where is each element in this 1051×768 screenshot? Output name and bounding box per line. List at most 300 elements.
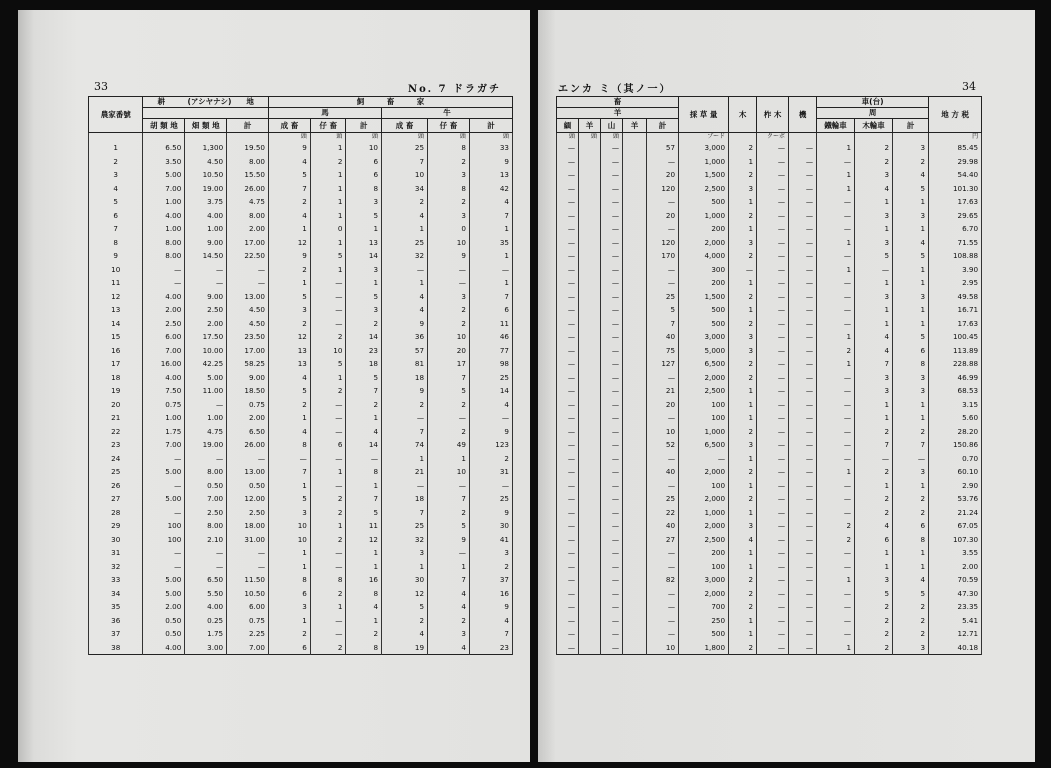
table-cell xyxy=(579,303,601,317)
table-cell: 17.50 xyxy=(185,330,227,344)
table-cell: — xyxy=(789,519,817,533)
col-header: 木 xyxy=(729,97,757,133)
table-cell: 2 xyxy=(310,641,346,655)
table-cell: — xyxy=(310,425,346,439)
table-cell: 49 xyxy=(428,438,470,452)
table-cell: 2 xyxy=(855,600,893,614)
table-row xyxy=(89,155,513,169)
table-cell: — xyxy=(757,209,789,223)
table-cell: — xyxy=(789,357,817,371)
table-cell: — xyxy=(601,546,623,560)
table-cell: — xyxy=(757,236,789,250)
table-cell: — xyxy=(557,614,579,628)
table-cell: 2,000 xyxy=(679,371,729,385)
table-cell: — xyxy=(817,587,855,601)
table-cell: 4.00 xyxy=(143,371,185,385)
table-cell: 5.00 xyxy=(185,371,227,385)
table-cell: 33 xyxy=(469,141,512,155)
table-cell: — xyxy=(647,587,679,601)
table-cell: — xyxy=(817,600,855,614)
table-cell: — xyxy=(601,357,623,371)
table-cell xyxy=(579,141,601,155)
table-cell: 1 xyxy=(310,209,346,223)
table-cell: 9.00 xyxy=(185,236,227,250)
table-cell: — xyxy=(601,236,623,250)
table-cell: 1 xyxy=(893,560,929,574)
col-header: 緬 xyxy=(557,119,579,133)
col-header: 計 xyxy=(346,119,382,133)
household-number: 29 xyxy=(89,519,143,533)
table-cell: 1 xyxy=(729,411,757,425)
table-cell: — xyxy=(310,303,346,317)
table-cell: — xyxy=(185,398,227,412)
table-cell: 5 xyxy=(855,249,893,263)
table-cell: — xyxy=(789,384,817,398)
table-cell: — xyxy=(789,222,817,236)
table-row xyxy=(557,573,982,587)
tax-cell: 3.90 xyxy=(929,263,982,277)
col-household-no: 農家番號 xyxy=(89,97,143,133)
table-cell: 4 xyxy=(346,425,382,439)
table-cell: — xyxy=(789,344,817,358)
table-cell: 10.00 xyxy=(185,344,227,358)
table-cell: — xyxy=(757,546,789,560)
table-cell: 14 xyxy=(469,384,512,398)
table-row xyxy=(557,290,982,304)
table-cell: — xyxy=(557,168,579,182)
table-row xyxy=(557,600,982,614)
unit-cell xyxy=(789,133,817,142)
table-cell: — xyxy=(310,560,346,574)
table-cell: — xyxy=(647,195,679,209)
table-cell: 7 xyxy=(893,438,929,452)
table-cell: 4 xyxy=(855,182,893,196)
table-cell: 8.00 xyxy=(185,519,227,533)
col-header: 仔 畜 xyxy=(428,119,470,133)
table-cell: 2 xyxy=(729,465,757,479)
table-cell: 1 xyxy=(310,168,346,182)
table-cell: — xyxy=(757,560,789,574)
table-cell: — xyxy=(757,384,789,398)
table-cell: 0.75 xyxy=(227,398,269,412)
table-cell: — xyxy=(601,168,623,182)
table-cell: 21 xyxy=(647,384,679,398)
table-cell: 7 xyxy=(855,438,893,452)
table-cell: 1 xyxy=(855,546,893,560)
table-cell: 1 xyxy=(855,195,893,209)
table-cell: 2 xyxy=(428,155,470,169)
table-row xyxy=(557,479,982,493)
tax-cell: 108.88 xyxy=(929,249,982,263)
table-cell: 1 xyxy=(729,276,757,290)
table-cell: — xyxy=(647,546,679,560)
table-cell: — xyxy=(789,411,817,425)
table-cell: — xyxy=(557,155,579,169)
table-cell: 17 xyxy=(428,357,470,371)
table-cell: — xyxy=(817,384,855,398)
table-cell xyxy=(623,317,647,331)
table-cell: 1 xyxy=(269,614,311,628)
table-cell: 1 xyxy=(893,303,929,317)
table-cell: 2.00 xyxy=(227,411,269,425)
table-cell xyxy=(623,614,647,628)
table-cell: 25 xyxy=(469,492,512,506)
table-cell: — xyxy=(382,479,428,493)
table-cell: 500 xyxy=(679,303,729,317)
table-cell: 1 xyxy=(310,195,346,209)
table-cell: 19.50 xyxy=(227,141,269,155)
table-cell: — xyxy=(346,452,382,466)
table-cell: 4 xyxy=(855,519,893,533)
tax-cell: 3.15 xyxy=(929,398,982,412)
table-cell: 3 xyxy=(346,195,382,209)
table-cell xyxy=(579,452,601,466)
table-cell: 3 xyxy=(855,573,893,587)
household-number: 23 xyxy=(89,438,143,452)
table-cell: — xyxy=(757,438,789,452)
table-cell: 8.00 xyxy=(185,465,227,479)
table-cell: 3 xyxy=(855,209,893,223)
table-cell: — xyxy=(647,452,679,466)
table-row xyxy=(89,209,513,223)
table-cell: 8 xyxy=(428,141,470,155)
table-cell: 1 xyxy=(893,479,929,493)
table-cell xyxy=(579,627,601,641)
table-cell: — xyxy=(143,560,185,574)
table-cell: 3 xyxy=(855,371,893,385)
table-cell: — xyxy=(789,600,817,614)
table-cell: — xyxy=(601,141,623,155)
table-cell: 9 xyxy=(469,506,512,520)
table-row xyxy=(89,519,513,533)
table-cell xyxy=(623,465,647,479)
table-cell: 1 xyxy=(893,411,929,425)
table-cell: 6 xyxy=(310,438,346,452)
table-row xyxy=(557,627,982,641)
table-cell: — xyxy=(647,411,679,425)
table-cell: 3 xyxy=(893,371,929,385)
household-number: 37 xyxy=(89,627,143,641)
table-cell: — xyxy=(310,290,346,304)
table-cell: 57 xyxy=(647,141,679,155)
unit-cell xyxy=(143,133,185,142)
table-cell: — xyxy=(757,465,789,479)
table-body-right xyxy=(557,133,982,655)
household-number: 3 xyxy=(89,168,143,182)
table-cell xyxy=(623,438,647,452)
table-cell: 1 xyxy=(310,236,346,250)
table-cell: 1 xyxy=(428,452,470,466)
table-cell: — xyxy=(601,209,623,223)
table-cell: — xyxy=(757,303,789,317)
table-cell: — xyxy=(601,506,623,520)
table-cell: 3.75 xyxy=(185,195,227,209)
table-cell: 2 xyxy=(893,155,929,169)
table-cell: — xyxy=(557,371,579,385)
household-number: 22 xyxy=(89,425,143,439)
household-number: 15 xyxy=(89,330,143,344)
table-cell: — xyxy=(817,492,855,506)
table-cell: 1 xyxy=(310,182,346,196)
table-cell: — xyxy=(601,479,623,493)
table-cell: 6 xyxy=(346,168,382,182)
table-cell: 2 xyxy=(855,155,893,169)
table-cell: — xyxy=(601,627,623,641)
table-cell: 1 xyxy=(469,276,512,290)
table-cell xyxy=(579,249,601,263)
table-cell: 2 xyxy=(729,317,757,331)
table-cell xyxy=(579,384,601,398)
table-row xyxy=(89,533,513,547)
table-row xyxy=(89,182,513,196)
table-cell: 1.00 xyxy=(143,411,185,425)
table-cell: 4 xyxy=(269,425,311,439)
table-cell: 7 xyxy=(382,155,428,169)
table-cell: — xyxy=(601,519,623,533)
left-page xyxy=(18,10,530,762)
unit-cell xyxy=(893,133,929,142)
table-cell: — xyxy=(143,452,185,466)
table-cell: 4 xyxy=(269,155,311,169)
table-cell: — xyxy=(557,425,579,439)
table-cell: 1 xyxy=(310,141,346,155)
table-cell: 1.00 xyxy=(185,411,227,425)
table-cell: 2 xyxy=(855,141,893,155)
table-cell: 0 xyxy=(428,222,470,236)
table-cell: 14 xyxy=(346,330,382,344)
household-number: 14 xyxy=(89,317,143,331)
table-cell: 20 xyxy=(647,209,679,223)
table-row xyxy=(557,303,982,317)
table-row xyxy=(557,182,982,196)
table-row xyxy=(89,290,513,304)
table-cell: — xyxy=(557,627,579,641)
table-cell: 9 xyxy=(382,317,428,331)
table-cell: — xyxy=(557,141,579,155)
table-cell xyxy=(579,506,601,520)
table-cell: 2 xyxy=(855,492,893,506)
table-cell: 20 xyxy=(647,398,679,412)
table-cell: 1 xyxy=(855,222,893,236)
table-cell: 1 xyxy=(269,222,311,236)
table-cell: 1 xyxy=(428,560,470,574)
unit-cell: 頭 xyxy=(382,133,428,142)
table-cell: 32 xyxy=(382,533,428,547)
table-row xyxy=(89,236,513,250)
table-cell: 500 xyxy=(679,317,729,331)
table-cell: — xyxy=(185,452,227,466)
table-cell: — xyxy=(647,371,679,385)
table-cell: 2,500 xyxy=(679,182,729,196)
table-cell: 13 xyxy=(269,357,311,371)
table-cell: — xyxy=(757,587,789,601)
tax-cell: 60.10 xyxy=(929,465,982,479)
table-cell: — xyxy=(757,519,789,533)
table-cell: 7 xyxy=(382,425,428,439)
table-cell: — xyxy=(557,573,579,587)
table-cell: — xyxy=(557,209,579,223)
table-cell: 7 xyxy=(382,506,428,520)
table-cell: 1 xyxy=(893,263,929,277)
table-cell: — xyxy=(557,290,579,304)
table-cell: 2 xyxy=(855,506,893,520)
table-cell: — xyxy=(817,479,855,493)
table-cell: 22.50 xyxy=(227,249,269,263)
table-cell: — xyxy=(817,438,855,452)
table-cell: 6 xyxy=(469,303,512,317)
table-cell: 40 xyxy=(647,330,679,344)
tax-cell: 28.20 xyxy=(929,425,982,439)
table-cell: — xyxy=(679,452,729,466)
table-row xyxy=(89,627,513,641)
table-cell: — xyxy=(789,168,817,182)
table-cell: 3 xyxy=(893,465,929,479)
table-cell: — xyxy=(557,600,579,614)
table-cell: — xyxy=(557,398,579,412)
table-cell: 7 xyxy=(855,357,893,371)
table-cell xyxy=(579,465,601,479)
table-cell: 5 xyxy=(855,587,893,601)
table-cell xyxy=(623,303,647,317)
table-cell: 200 xyxy=(679,546,729,560)
table-cell: 2 xyxy=(428,195,470,209)
table-cell: 10 xyxy=(428,330,470,344)
table-cell xyxy=(623,195,647,209)
table-cell: 6 xyxy=(346,155,382,169)
table-cell: — xyxy=(469,263,512,277)
table-cell: — xyxy=(557,438,579,452)
table-row xyxy=(89,195,513,209)
table-cell: — xyxy=(601,533,623,547)
table-cell: 120 xyxy=(647,182,679,196)
table-cell: 500 xyxy=(679,627,729,641)
col-header: 採 草 量 xyxy=(679,97,729,133)
table-cell: 4 xyxy=(382,303,428,317)
table-cell: — xyxy=(310,317,346,331)
table-cell: — xyxy=(601,438,623,452)
tax-cell: 101.30 xyxy=(929,182,982,196)
table-cell: 11.00 xyxy=(185,384,227,398)
table-cell: 2 xyxy=(729,249,757,263)
page-title-left: No. 7 ドラガチ xyxy=(408,84,502,95)
table-cell: — xyxy=(789,560,817,574)
table-cell: 6.50 xyxy=(185,573,227,587)
table-cell: 11 xyxy=(469,317,512,331)
table-cell: 25 xyxy=(647,290,679,304)
table-cell: 4.50 xyxy=(227,303,269,317)
table-cell: 2 xyxy=(428,506,470,520)
table-cell: 7 xyxy=(469,209,512,223)
table-cell: 5.00 xyxy=(143,492,185,506)
table-cell: — xyxy=(789,546,817,560)
table-cell: — xyxy=(557,519,579,533)
table-cell: — xyxy=(557,546,579,560)
table-cell: — xyxy=(789,492,817,506)
table-cell: 2.50 xyxy=(143,317,185,331)
table-row xyxy=(89,479,513,493)
table-cell: — xyxy=(757,155,789,169)
table-cell: — xyxy=(789,533,817,547)
table-cell: — xyxy=(789,465,817,479)
table-cell: 100 xyxy=(679,560,729,574)
table-row xyxy=(89,600,513,614)
table-cell: 75 xyxy=(647,344,679,358)
table-cell: 5 xyxy=(346,506,382,520)
table-cell: — xyxy=(601,384,623,398)
unit-cell: 頭 xyxy=(579,133,601,142)
table-cell: 8 xyxy=(346,587,382,601)
table-cell: 2 xyxy=(855,425,893,439)
table-cell: 1 xyxy=(817,465,855,479)
table-cell: — xyxy=(789,303,817,317)
table-cell: 0.75 xyxy=(143,398,185,412)
right-page xyxy=(538,10,1035,762)
table-cell: 3 xyxy=(893,290,929,304)
table-cell: — xyxy=(185,276,227,290)
table-cell: — xyxy=(557,641,579,655)
table-cell: 10 xyxy=(428,236,470,250)
table-cell xyxy=(579,236,601,250)
table-cell: 4 xyxy=(428,641,470,655)
table-cell: 4.50 xyxy=(227,317,269,331)
table-row xyxy=(89,641,513,655)
household-number: 10 xyxy=(89,263,143,277)
col-header: 仔 畜 xyxy=(310,119,346,133)
table-cell: 1 xyxy=(817,263,855,277)
table-cell: 4.50 xyxy=(185,155,227,169)
table-cell: — xyxy=(310,614,346,628)
table-cell xyxy=(623,249,647,263)
table-cell: — xyxy=(817,249,855,263)
unit-cell xyxy=(817,133,855,142)
table-cell: — xyxy=(557,195,579,209)
table-cell: 4.00 xyxy=(185,209,227,223)
table-cell xyxy=(623,236,647,250)
table-cell: 7.50 xyxy=(143,384,185,398)
table-cell: 9 xyxy=(269,249,311,263)
table-cell: 12 xyxy=(382,587,428,601)
table-cell: — xyxy=(557,303,579,317)
table-cell: — xyxy=(382,263,428,277)
household-number: 5 xyxy=(89,195,143,209)
table-cell: — xyxy=(601,641,623,655)
table-cell: 2 xyxy=(310,155,346,169)
tax-cell: 100.45 xyxy=(929,330,982,344)
tax-cell: 107.30 xyxy=(929,533,982,547)
table-cell: 4 xyxy=(428,587,470,601)
table-cell: 2 xyxy=(310,384,346,398)
table-cell: 1 xyxy=(269,276,311,290)
table-cell: 1,000 xyxy=(679,209,729,223)
table-cell: — xyxy=(557,249,579,263)
table-cell: — xyxy=(557,236,579,250)
table-cell xyxy=(579,600,601,614)
tax-cell: 67.05 xyxy=(929,519,982,533)
table-cell: 4 xyxy=(469,614,512,628)
table-cell: 1 xyxy=(729,303,757,317)
page-number-left: 33 xyxy=(94,80,108,93)
table-cell: 4 xyxy=(729,533,757,547)
table-cell: 8.00 xyxy=(143,249,185,263)
table-cell: — xyxy=(757,452,789,466)
table-cell: 5 xyxy=(269,168,311,182)
table-cell: 35 xyxy=(469,236,512,250)
table-cell: 1 xyxy=(729,222,757,236)
table-cell xyxy=(579,222,601,236)
table-cell: — xyxy=(757,168,789,182)
table-row xyxy=(89,560,513,574)
table-cell: 3 xyxy=(893,641,929,655)
